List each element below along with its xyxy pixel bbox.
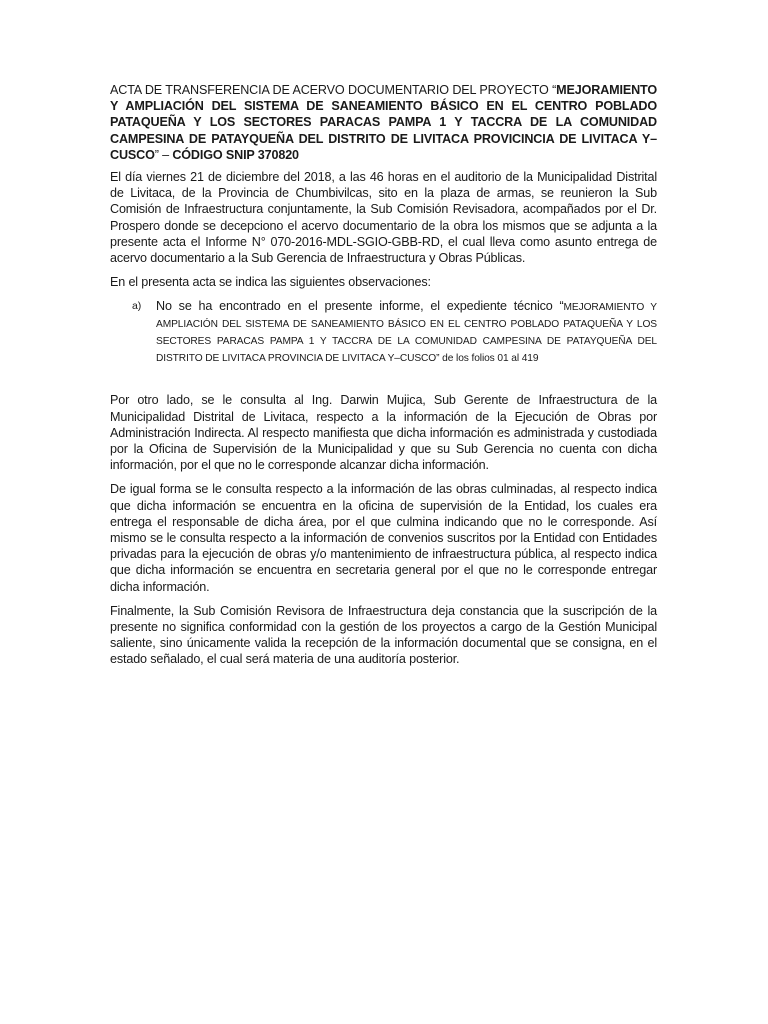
title-separator: ” –: [154, 147, 173, 162]
title-snip-code: CÓDIGO SNIP 370820: [172, 147, 299, 162]
list-item: [110, 298, 657, 366]
paragraph-meeting: El día viernes 21 de diciembre del 2018, a las 46 horas en el auditorio de la Municipalidad Distrital de Livitaca, de la Provincia de Chumbivilcas, sito en la plaza de armas, se reunieron la Sub Comisión de Infraestructura conjuntamente, la Sub Comisión Revisadora, acompañados por el Dr. Prospero donde se decepciono el acervo documentario de la obra los mismos que se adjunta a la presente acta el Informe N° 070-2016-MDL-SGIO-GBB-RD, el cual lleva como asunto entrega de acervo documentario a la Sub Gerencia de Infraestructura y Obras Públicas.: [110, 170, 657, 266]
paragraph-observations-intro: En el presenta acta se indica las siguientes observaciones:: [110, 275, 431, 290]
paragraph-completed-works: De igual forma se le consulta respecto a la información de las obras culminadas, al respecto indica que dicha información se encuentra en la oficina de supervisión de la Entidad, los cuales era entrega el responsable de dicha área, por el que culmina indicando que no le corresponde. Así mismo se le consulta respecto a la información de convenios suscritos por la Entidad con Entidades privadas para la ejecución de obras y/o mantenimiento de infraestructura pública, al respecto indica que dicha información se encuentra en secretaria general por el que no le corresponde entregar dicha información.: [110, 482, 657, 594]
document-page: [110, 82, 657, 676]
list-marker: a): [132, 300, 142, 313]
title-prefix: ACTA DE TRANSFERENCIA DE ACERVO DOCUMENTARIO DEL PROYECTO “: [110, 83, 557, 97]
document-title: [110, 82, 657, 163]
paragraph-closing: Finalmente, la Sub Comisión Revisora de Infraestructura deja constancia que la suscripción de la presente no significa conformidad con la gestión de los proyectos a cargo de la Gestión Municipal saliente, sino únicamente valida la recepción de la información documental que se consigna, en el estado señalado, el cual será materia de una auditoría posterior.: [110, 603, 657, 667]
observations-list: [110, 298, 657, 366]
title-project-name: MEJORAMIENTO Y AMPLIACIÓN DEL SISTEMA DE SANEAMIENTO BÁSICO EN EL CENTRO POBLADO PATAQUEÑA Y LOS SECTORES PARACAS PAMPA 1 Y TACCRA DE LA COMUNIDAD CAMPESINA DE PATAYQUEÑA DEL DISTRITO DE LIVITACA PROVICINCIA DE LIVITACA Y–CUSCO: [110, 83, 657, 162]
observation-lead: No se ha encontrado en el presente informe, el expediente técnico “: [156, 299, 564, 314]
observation-tail: ” de los folios 01 al 419: [436, 353, 539, 365]
spacer: [110, 366, 657, 392]
paragraph-consultation: Por otro lado, se le consulta al Ing. Darwin Mujica, Sub Gerente de Infraestructura de la Municipalidad Distrital de Livitaca, respecto a la información de la Ejecución de Obras por Administración Indirecta. Al respecto manifiesta que dicha información es administrada y custodiada por la Oficina de Supervisión de la Municipalidad y que su Sub Gerencia no cuenta con dicha información, por el que no le corresponde alcanzar dicha información.: [110, 393, 657, 473]
observation-detail: MEJORAMIENTO Y AMPLIACIÓN DEL SISTEMA DE SANEAMIENTO BÁSICO EN EL CENTRO POBLADO PATAQUEÑA Y LOS SECTORES PARACAS PAMPA 1 Y TACCRA DE LA COMUNIDAD CAMPESINA DE PATAYQUEÑA DEL DISTRITO DE LIVITACA PROVINCIA DE LIVITACA Y–CUSCO: [156, 302, 657, 365]
